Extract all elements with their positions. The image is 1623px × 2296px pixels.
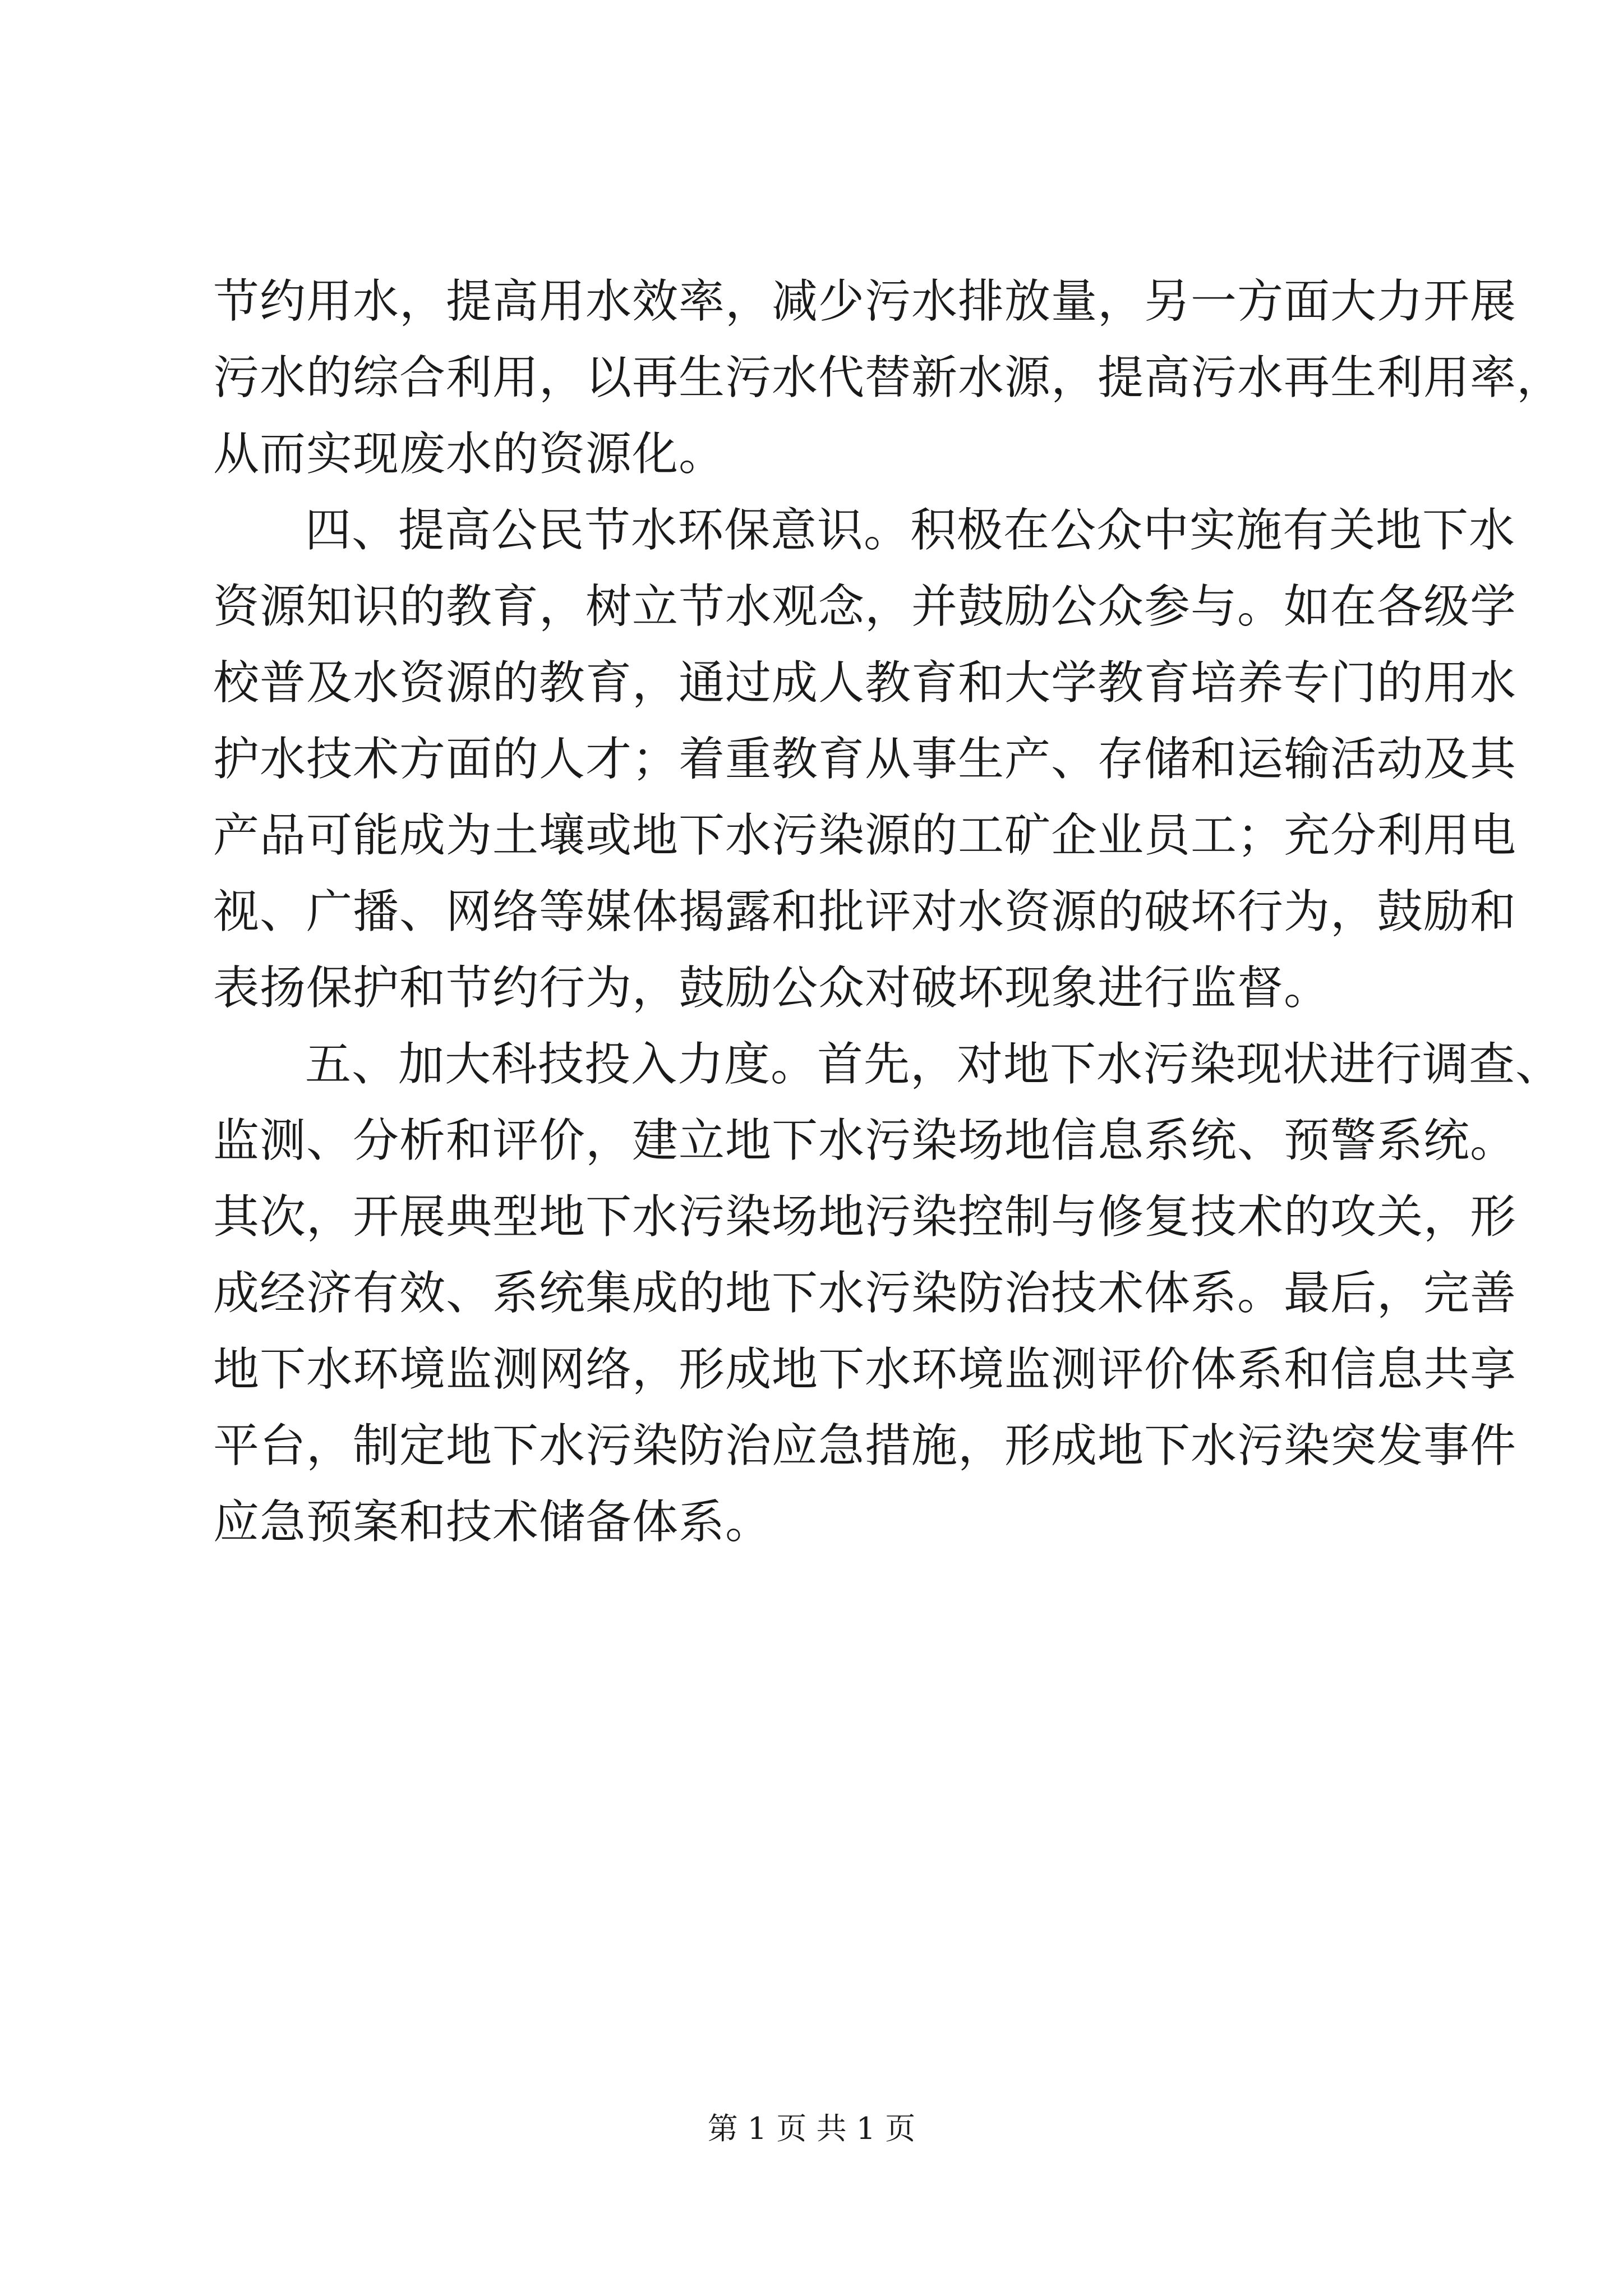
text-line: 应急预案和技术储备体系。 <box>213 1496 772 1549</box>
text-line: 节约用水，提高用水效率，减少污水排放量，另一方面大力开展 <box>213 275 1517 328</box>
paragraph-4-first-line: 四、提高公民节水环保意识。积极在公众中实施有关地下水 <box>305 504 1516 557</box>
text-line: 产品可能成为土壤或地下水污染源的工矿企业员工；充分利用电 <box>213 809 1517 862</box>
document-body <box>213 264 1564 1561</box>
text-line: 监测、分析和评价，建立地下水污染场地信息系统、预警系统。 <box>213 1114 1517 1167</box>
text-line: 护水技术方面的人才；着重教育从事生产、存储和运输活动及其 <box>213 733 1517 786</box>
text-line: 视、广播、网络等媒体揭露和批评对水资源的破坏行为，鼓励和 <box>213 885 1517 938</box>
paragraph-5-first-line: 五、加大科技投入力度。首先，对地下水污染现状进行调查、 <box>305 1038 1562 1091</box>
text-line: 其次，开展典型地下水污染场地污染控制与修复技术的攻关，形 <box>213 1190 1517 1244</box>
text-line: 平台，制定地下水污染防治应急措施，形成地下水污染突发事件 <box>213 1419 1517 1473</box>
text-line: 成经济有效、系统集成的地下水污染防治技术体系。最后，完善 <box>213 1267 1517 1320</box>
text-line: 污水的综合利用，以再生污水代替新水源，提高污水再生利用率， <box>213 351 1564 404</box>
text-line: 资源知识的教育，树立节水观念，并鼓励公众参与。如在各级学 <box>213 580 1517 633</box>
text-line: 表扬保护和节约行为，鼓励公众对破坏现象进行监督。 <box>213 961 1331 1015</box>
text-line: 校普及水资源的教育，通过成人教育和大学教育培养专门的用水 <box>213 656 1517 710</box>
text-line: 地下水环境监测网络，形成地下水环境监测评价体系和信息共享 <box>213 1343 1517 1396</box>
page-footer: 第 1 页 共 1 页 <box>707 2111 916 2146</box>
text-line: 从而实现废水的资源化。 <box>213 427 726 481</box>
